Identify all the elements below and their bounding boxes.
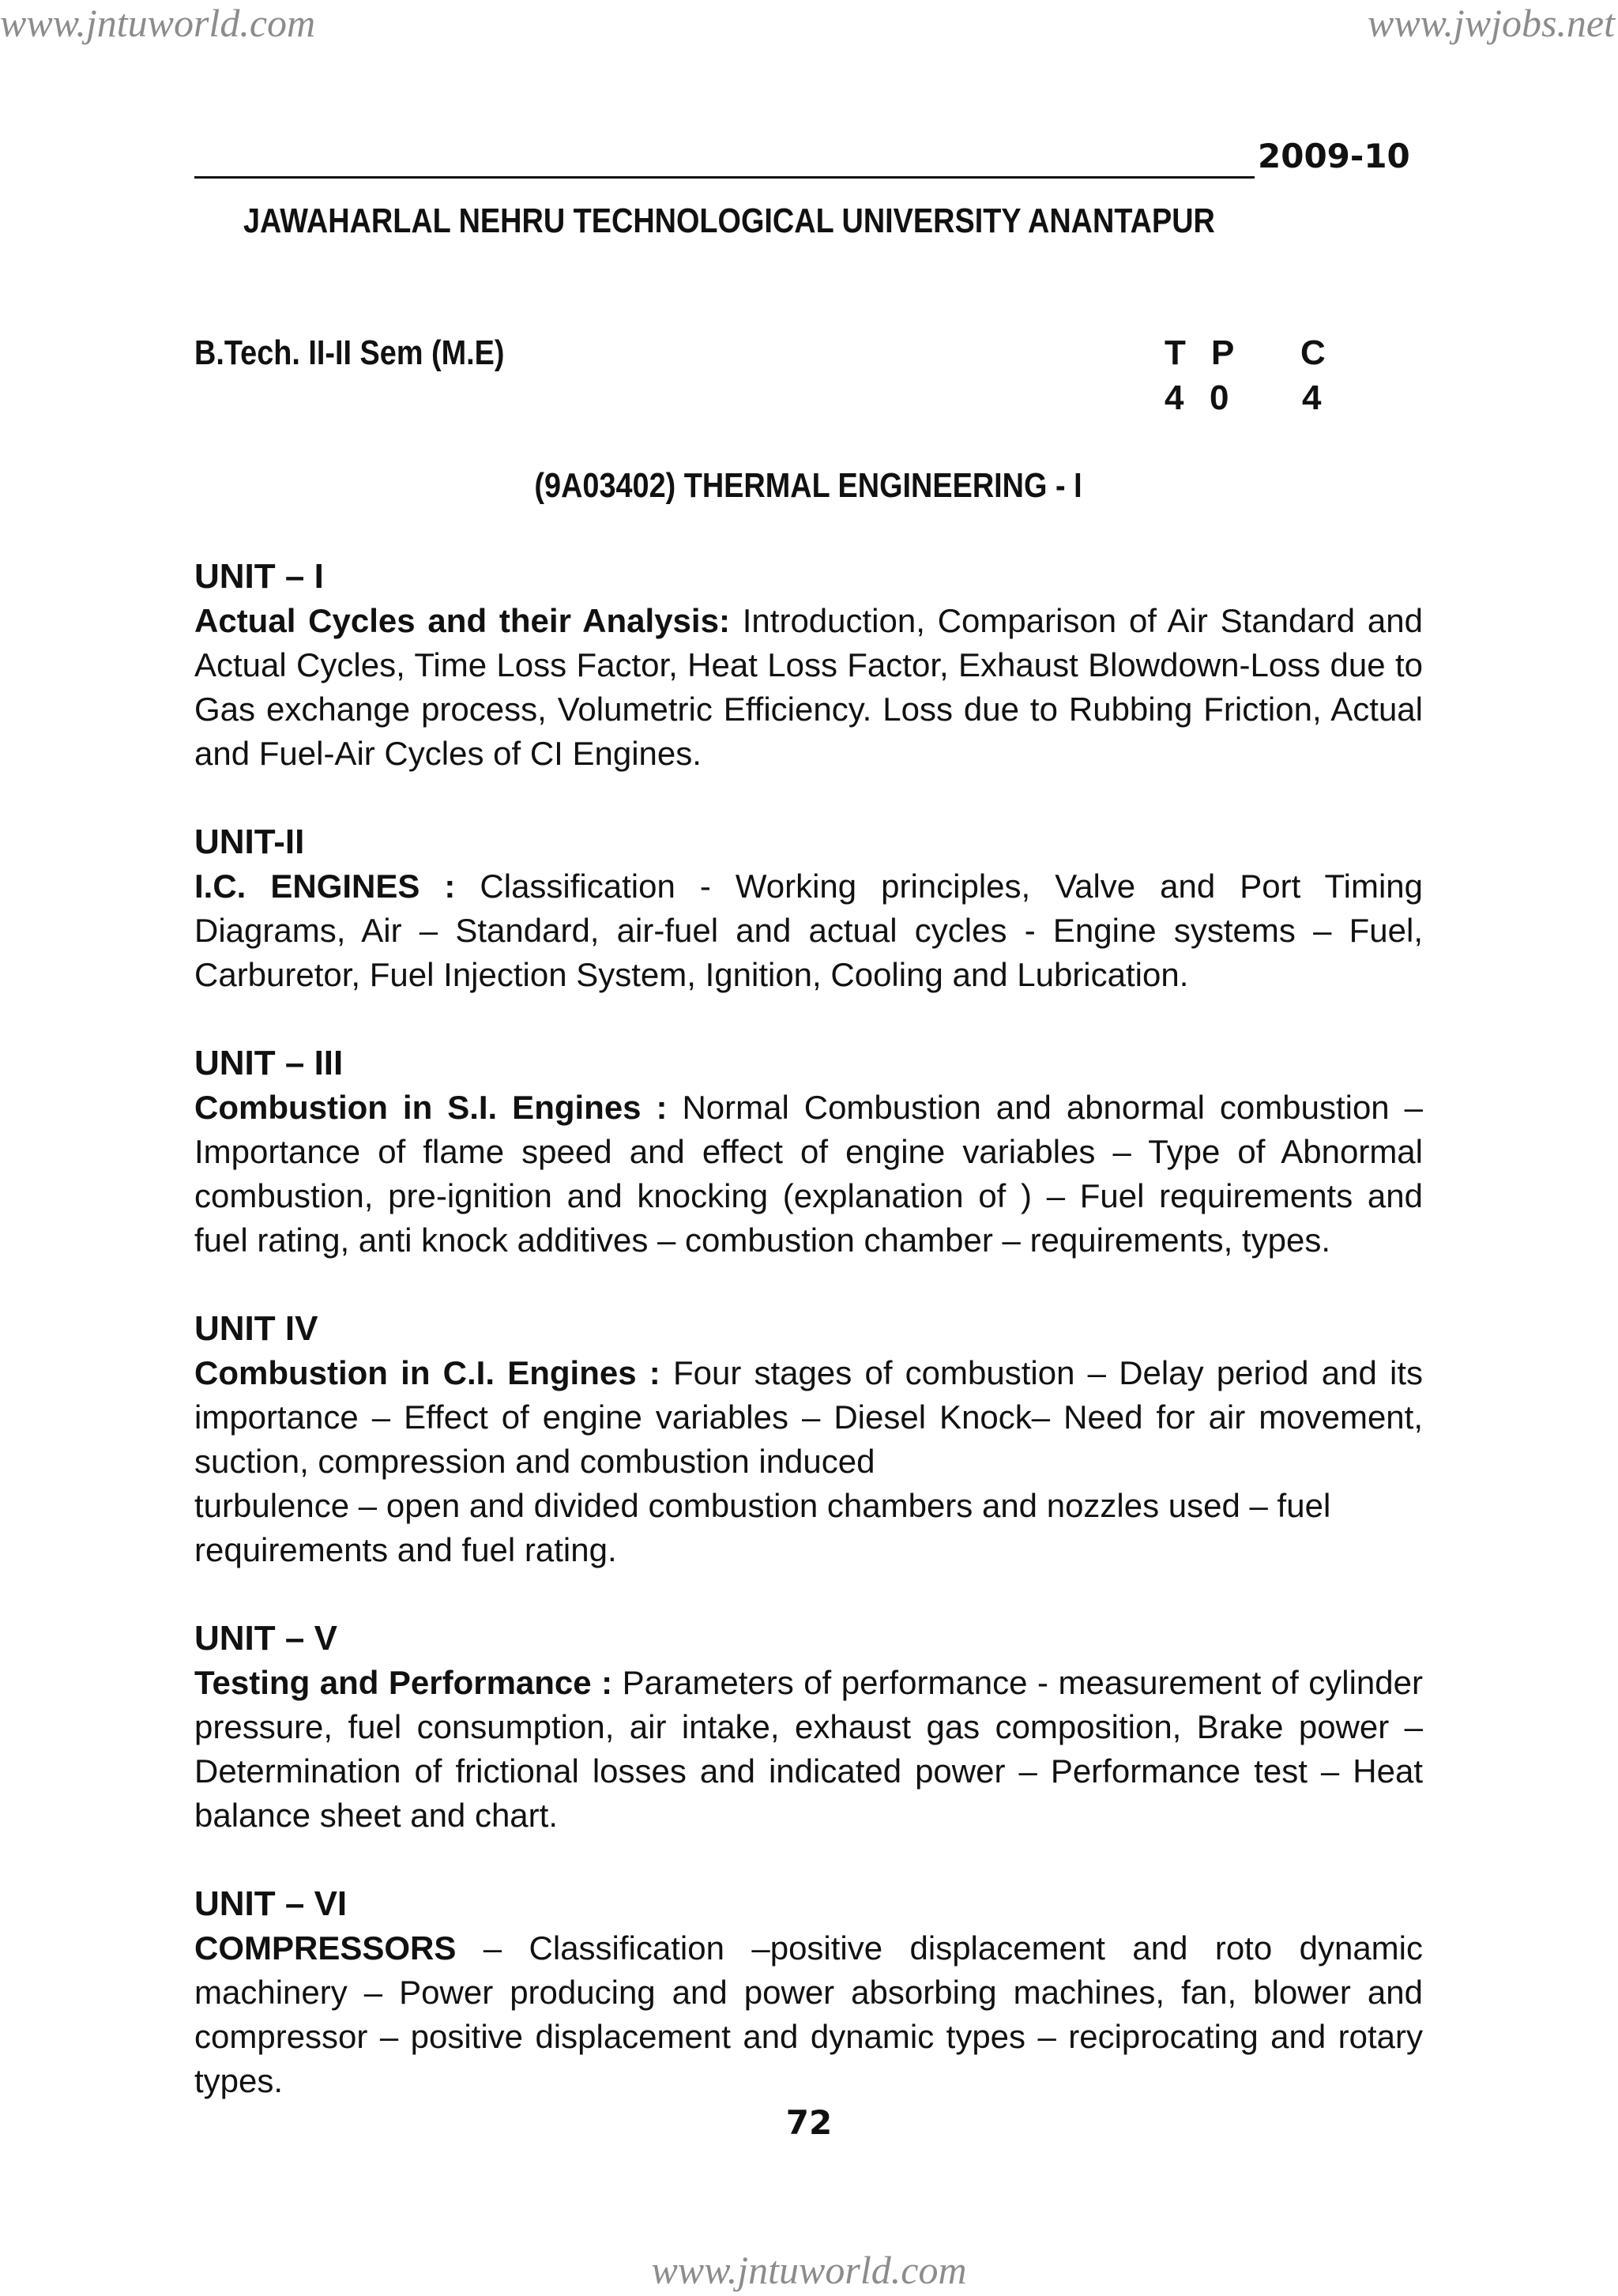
page-number: 72	[785, 2103, 833, 2142]
unit-lead: Combustion in S.I. Engines :	[194, 1089, 668, 1126]
unit-body	[194, 1351, 1423, 1484]
unit-2	[194, 820, 1423, 997]
header-rule	[194, 176, 1255, 179]
unit-heading: UNIT-II	[194, 822, 305, 861]
tpc-value-t: 4	[1165, 378, 1184, 417]
unit-body	[194, 1926, 1423, 2103]
academic-year: 2009-10	[1258, 137, 1410, 175]
unit-body	[194, 1661, 1423, 1838]
tpc-value-p: 0	[1210, 378, 1229, 417]
subject-title-text: (9A03402) THERMAL ENGINEERING - I	[534, 466, 1083, 505]
unit-1	[194, 555, 1423, 776]
unit-body	[194, 599, 1423, 776]
unit-heading: UNIT – III	[194, 1044, 344, 1082]
university-title-text: JAWAHARLAL NEHRU TECHNOLOGICAL UNIVERSITY ANANTAPUR	[243, 201, 1216, 240]
syllabus-units	[194, 555, 1423, 2147]
subject-title	[194, 466, 1423, 505]
unit-3	[194, 1041, 1423, 1263]
unit-body-continued: turbulence – open and divided combustion chambers and nozzles used – fuel requirements and fuel rating.	[194, 1487, 1331, 1568]
tpc-header-p: P	[1211, 333, 1235, 372]
unit-heading: UNIT IV	[194, 1309, 318, 1348]
unit-text: Classification - Working principles, Valve and Port Timing Diagrams, Air – Standard, air-fuel and actual cycles - Engine systems – Fuel, Carburetor, Fuel Injection System, Ignition, Cooling and Lubrication.	[194, 868, 1424, 993]
unit-body	[194, 1086, 1423, 1263]
course-name-text: B.Tech. II-II Sem (M.E)	[194, 333, 505, 372]
unit-6	[194, 1882, 1423, 2103]
tpc-header-t: T	[1165, 333, 1186, 372]
unit-heading: UNIT – VI	[194, 1884, 348, 1923]
unit-lead: COMPRESSORS	[194, 1929, 457, 1967]
unit-5	[194, 1617, 1423, 1838]
tpc-header-c: C	[1300, 333, 1326, 372]
tpc-value-c: 4	[1302, 378, 1322, 417]
unit-text: – Classification –positive displacement and roto dynamic machinery – Power producing and power absorbing machines, fan, blower and compressor – positive displacement and dynamic types – reciprocating and rotary types.	[194, 1929, 1423, 2099]
unit-lead: I.C. ENGINES :	[194, 868, 456, 905]
unit-text: Introduction, Comparison of Air Standard and Actual Cycles, Time Loss Factor, Heat Loss Factor, Exhaust Blowdown-Loss due to Gas exchange process, Volumetric Efficiency. Loss due to Rubbing Friction, Actual and Fuel-Air Cycles of CI Engines.	[194, 602, 1423, 772]
unit-lead: Combustion in C.I. Engines :	[194, 1354, 660, 1391]
watermark-top-right: www.jwjobs.net	[1367, 1, 1615, 45]
course-name	[194, 333, 555, 372]
unit-lead: Testing and Performance :	[194, 1664, 613, 1701]
university-title	[194, 201, 1423, 240]
unit-text: Four stages of combustion – Delay period and its importance – Effect of engine variables – Diesel Knock– Need for air movement, suction, compression and combustion induced	[194, 1354, 1423, 1480]
watermark-bottom: www.jntuworld.com	[651, 2248, 967, 2292]
unit-lead: Actual Cycles and their Analysis:	[194, 602, 730, 639]
unit-4	[194, 1307, 1423, 1572]
unit-text: Normal Combustion and abnormal combustion – Importance of flame speed and effect of engine variables – Type of Abnormal combustion, pre-ignition and knocking (explanation of ) – Fuel requirements and fuel rating, anti knock additives – combustion chamber – requirements, types.	[194, 1089, 1423, 1259]
unit-text: Parameters of performance - measurement of cylinder pressure, fuel consumption, air intake, exhaust gas composition, Brake power – Determination of frictional losses and indicated power – Performance test – Heat balance sheet and chart.	[194, 1664, 1423, 1834]
unit-heading: UNIT – V	[194, 1619, 337, 1658]
watermark-top-left: www.jntuworld.com	[0, 1, 316, 45]
unit-body	[194, 864, 1423, 997]
unit-heading: UNIT – I	[194, 557, 324, 596]
